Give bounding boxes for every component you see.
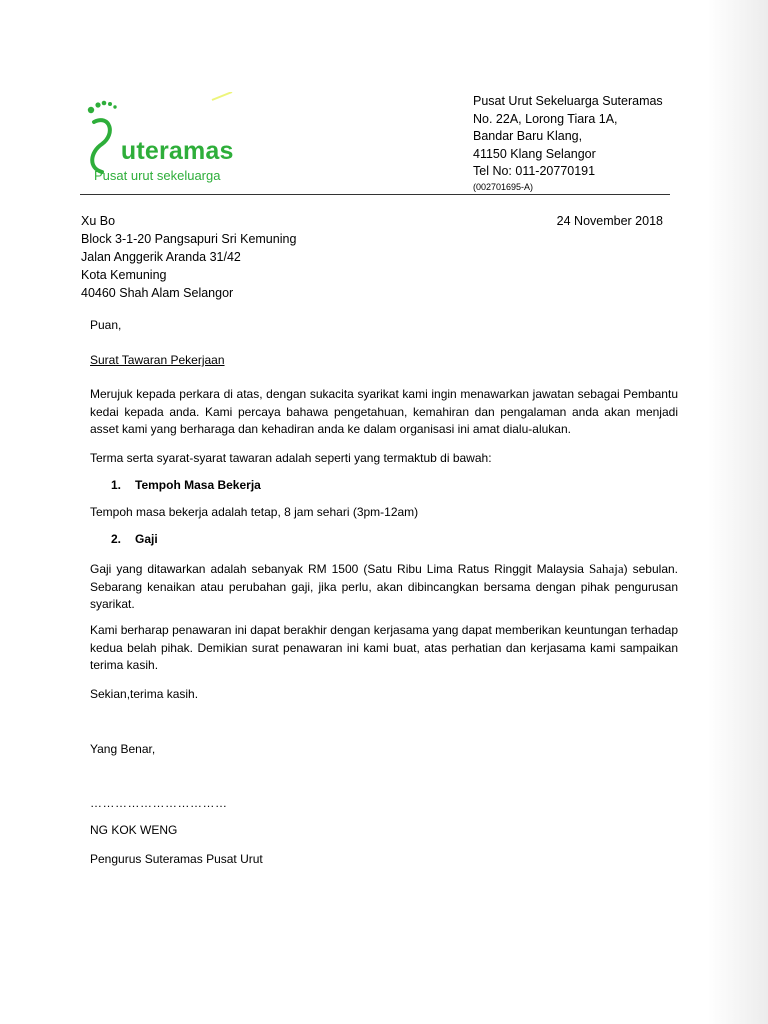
salary-text-part1: Gaji yang ditawarkan adalah sebanyak RM 1500 (Satu Ribu Lima Ratus Ringgit Malaysia — [90, 562, 589, 576]
signature-line: …………………………… — [90, 796, 228, 810]
salary-text-sahaja: Sahaja — [588, 561, 624, 576]
section-title: Tempoh Masa Bekerja — [135, 478, 261, 492]
recipient-line4: 40460 Shah Alam Selangor — [81, 286, 234, 300]
logo-brand-initial — [104, 137, 121, 165]
company-address-line1: No. 22A, Lorong Tiara 1A, — [473, 111, 618, 126]
section-heading-working-hours — [111, 477, 261, 495]
company-address-line2: Bandar Baru Klang, — [473, 129, 583, 143]
company-name: Pusat Urut Sekeluarga Suteramas — [473, 94, 663, 108]
recipient-address-block — [81, 212, 296, 302]
recipient-name: Xu Bo — [81, 214, 116, 228]
recipient-line3: Kota Kemuning — [81, 268, 167, 282]
section-number: 2. — [111, 532, 122, 546]
signer-name: NG KOK WENG — [90, 823, 178, 837]
company-address-block — [473, 93, 663, 194]
company-logo — [82, 92, 242, 187]
section-number: 1. — [111, 478, 122, 492]
paragraph-salary — [90, 560, 678, 614]
logo-tagline: Pusat urut sekeluarga — [94, 168, 221, 183]
paragraph-terms-intro: Terma serta syarat-syarat tawaran adalah seperti yang termaktub di bawah: — [90, 451, 492, 465]
closing-line: Sekian,terima kasih. — [90, 687, 199, 701]
letterhead-divider — [80, 194, 670, 195]
paragraph-closing-remarks: Kami berharap penawaran ini dapat berakhir dengan kerjasama yang dapat memberikan keuntungan terhadap kedua belah pihak. Demikian surat penawaran ini kami buat, atas perhatian dan kerjasama kami sampaikan terima kasih. — [90, 623, 678, 672]
salutation: Puan, — [90, 318, 122, 332]
recipient-line1: Block 3-1-20 Pangsapuri Sri Kemuning — [81, 232, 297, 246]
paragraph-intro: Merujuk kepada perkara di atas, dengan sukacita syarikat kami ingin menawarkan jawatan sebagai Pembantu kedai kepada anda. Kami percaya bahawa pengetahuan, kemahiran dan pengalaman anda akan menjadi asset kami yang berharaga dan kehadiran anda ke dalam organisasi ini amat dialu-alukan. — [90, 387, 678, 436]
logo-brand-name: uteramas — [104, 139, 234, 164]
signer-title: Pengurus Suteramas Pusat Urut — [90, 852, 263, 866]
company-phone: Tel No: 011-20770191 — [473, 164, 596, 178]
letter-date: 24 November 2018 — [556, 214, 663, 228]
salary-text-part2: ) sebulan. Sebarang kenaikan atau perubahan gaji, jika perlu, akan dibincangkan bersama dengan pihak pengurusan syarikat. — [90, 562, 679, 611]
page-edge-shadow — [708, 0, 768, 1024]
company-address-line3: 41150 Klang Selangor — [473, 146, 596, 161]
sign-off: Yang Benar, — [90, 742, 156, 756]
company-registration: (002701695-A) — [473, 181, 534, 192]
paragraph-working-hours: Tempoh masa bekerja adalah tetap, 8 jam sehari (3pm-12am) — [90, 505, 419, 519]
letter-subject: Surat Tawaran Pekerjaan — [90, 353, 225, 367]
recipient-line2: Jalan Anggerik Aranda 31/42 — [81, 250, 241, 264]
section-title: Gaji — [135, 532, 158, 546]
section-heading-salary — [111, 531, 158, 549]
